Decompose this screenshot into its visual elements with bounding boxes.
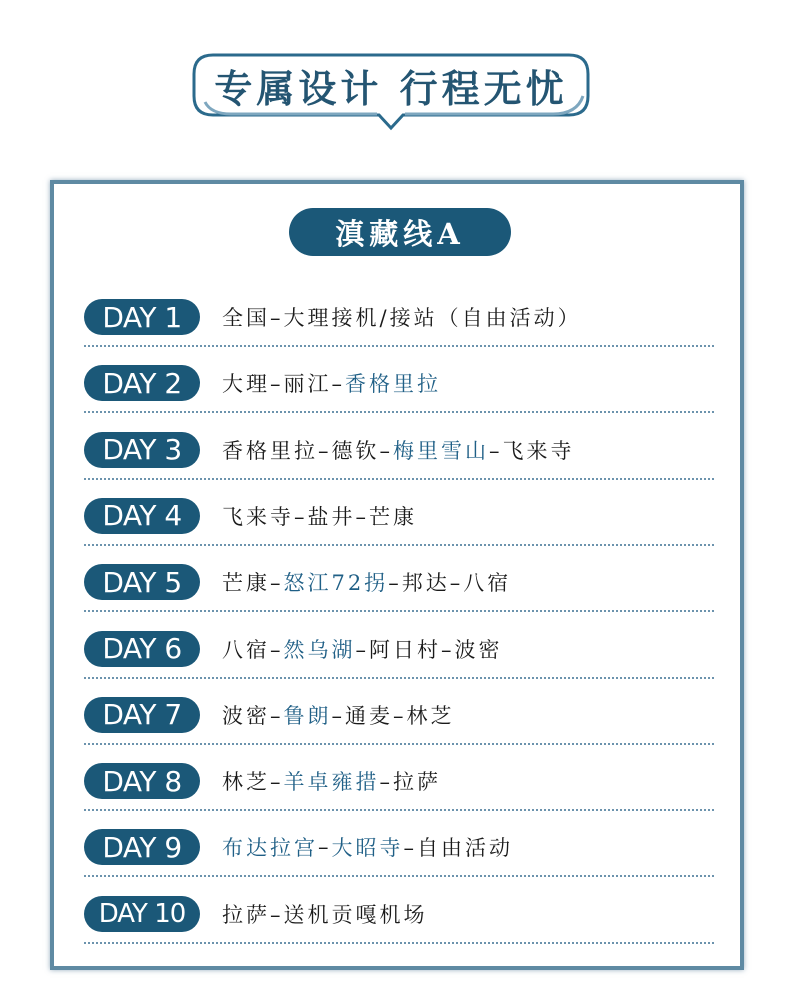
route-segment: –阿日村–波密 [355,637,503,662]
day-row [84,365,714,431]
route-highlight-segment: 羊卓雍措 [283,770,380,795]
route-segment: 香格里拉–德钦– [222,438,393,463]
day-route-text [222,631,503,667]
page-title: 专属设计 行程无忧 [214,66,568,111]
dotted-divider [84,743,714,745]
day-row [84,564,714,630]
route-segment: 大理–丽江– [222,372,345,397]
dotted-divider [84,875,714,877]
route-highlight-segment: 然乌湖 [283,637,356,662]
day-list [54,184,740,966]
day-label-badge: DAY 9 [84,829,200,865]
route-highlight-segment: 怒江72拐 [283,571,389,596]
day-row [84,896,714,962]
route-segment: –拉萨 [379,770,441,795]
route-title-badge: 滇藏线A [289,208,511,256]
dotted-divider [84,610,714,612]
dotted-divider [84,411,714,413]
route-segment: – [318,835,332,860]
route-segment: 飞来寺–盐井–芒康 [222,504,417,529]
day-route-text [222,697,455,733]
day-row [84,299,714,365]
dotted-divider [84,677,714,679]
day-row [84,432,714,498]
day-label-badge: DAY 6 [84,631,200,667]
day-route-text [222,829,513,865]
route-segment: 林芝– [222,770,284,795]
day-route-text [222,896,428,932]
dotted-divider [84,942,714,944]
route-highlight-segment: 香格里拉 [345,372,441,397]
dotted-divider [84,345,714,347]
route-segment: –自由活动 [403,836,513,861]
route-segment: 全国–大理接机/接站（自由活动） [222,306,582,330]
route-highlight-segment: 布达拉宫 [222,836,318,861]
route-segment: 芒康– [222,571,284,596]
route-highlight-segment: 大昭寺 [331,836,404,861]
day-row [84,697,714,763]
route-segment: –邦达–八宿 [388,571,512,596]
day-route-text [222,763,441,799]
route-segment: –通麦–林芝 [331,703,455,728]
day-row [84,763,714,829]
day-label-badge: DAY 7 [84,697,200,733]
day-label-badge: DAY 2 [84,365,200,401]
day-route-text [222,365,441,401]
itinerary-card [50,180,744,970]
dotted-divider [84,478,714,480]
route-segment: –飞来寺 [489,438,575,463]
route-segment: 波密– [222,703,284,728]
day-label-badge: DAY 8 [84,763,200,799]
day-label-badge: DAY 3 [84,432,200,468]
day-route-text [222,432,575,468]
day-route-text [222,299,582,335]
header-bubble [191,52,591,118]
route-highlight-segment: 梅里雪山 [393,438,489,463]
day-label-badge: DAY 10 [84,896,200,932]
dotted-divider [84,809,714,811]
day-label-badge: DAY 1 [84,299,200,335]
route-highlight-segment: 鲁朗 [283,703,332,728]
day-route-text [222,564,511,600]
route-segment: 八宿– [222,637,284,662]
day-row [84,829,714,895]
day-label-badge: DAY 5 [84,564,200,600]
day-label-badge: DAY 4 [84,498,200,534]
dotted-divider [84,544,714,546]
day-route-text [222,498,417,534]
day-row [84,498,714,564]
day-row [84,631,714,697]
route-segment: 拉萨–送机贡嘎机场 [222,902,428,927]
